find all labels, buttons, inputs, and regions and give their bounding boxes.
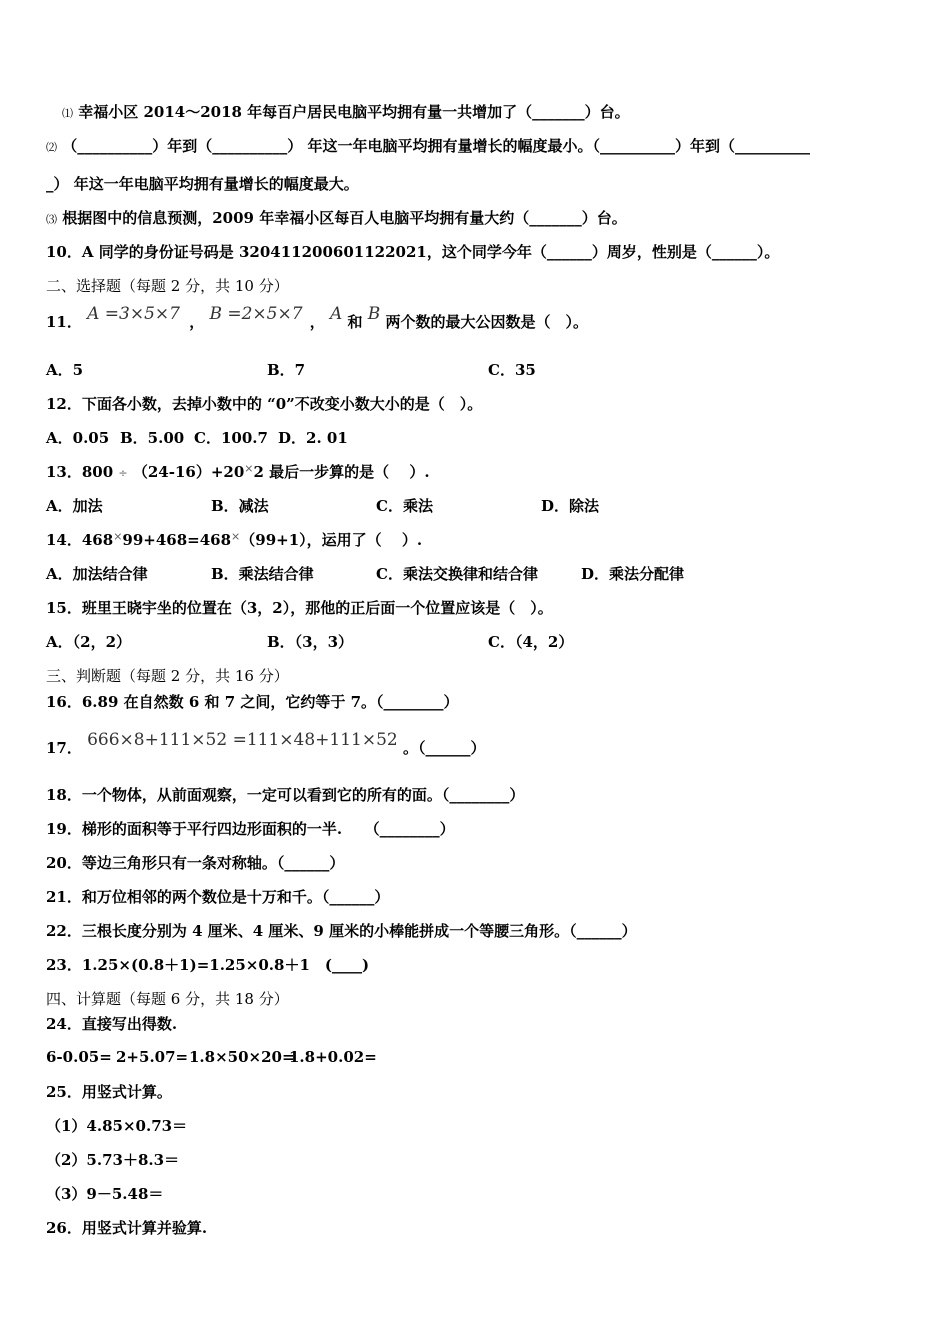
- q11: [46, 304, 589, 332]
- q9-sub1-text: 幸福小区 2014～2018 年每百户居民电脑平均拥有量一共增加了（_______）台。: [78, 103, 630, 121]
- q11-option-a: A．5: [46, 361, 84, 379]
- q23: 23．1.25×(0.8＋1)=1.25×0.8＋1 (____): [46, 956, 370, 974]
- q17-formula: 666×8+111×52 =111×48+111×52: [87, 730, 398, 750]
- q14-option-c: C．乘法交换律和结合律: [376, 565, 538, 583]
- q9-sub3-marker: ⑶: [46, 213, 57, 226]
- q11-number: 11．: [46, 313, 82, 331]
- q14-text-b: 99+468=468: [122, 531, 232, 549]
- q11-options: [46, 360, 536, 380]
- q9-sub1-marker: ⑴: [62, 107, 73, 120]
- q9-sub2-marker: ⑵: [46, 141, 57, 154]
- q10: 10．A 同学的身份证号码是 320411200601122021，这个同学今年（______）周岁，性别是（______）。: [46, 243, 780, 261]
- q14-option-d: D．乘法分配律: [581, 565, 685, 583]
- q14-text-c: （99+1），运用了（ ）.: [240, 531, 423, 549]
- q25-item-2: （2）5.73＋8.3＝: [46, 1151, 180, 1169]
- q25-item-3: （3）9－5.48＝: [46, 1185, 164, 1203]
- q15-option-b: B．（3，3）: [267, 633, 354, 651]
- q13-divide-sign: ÷: [118, 467, 128, 480]
- q13-options: [46, 496, 599, 516]
- q22: 22．三根长度分别为 4 厘米、4 厘米、9 厘米的小棒能拼成一个等腰三角形。（______）: [46, 922, 637, 940]
- q17-text: 。（______）: [402, 739, 486, 757]
- q12-option-a: A．0.05: [46, 429, 110, 447]
- q13-option-b: B．减法: [211, 497, 269, 515]
- q20: 20．等边三角形只有一条对称轴。（______）: [46, 854, 345, 872]
- q13: [46, 462, 430, 484]
- q13-text-b: （24-16）+20: [132, 463, 245, 481]
- q14-text-a: 14．468: [46, 531, 114, 549]
- q12: 12．下面各小数，去掉小数中的 “0”不改变小数大小的是（ ）。: [46, 395, 483, 413]
- q14-times-sign-1: ×: [113, 530, 123, 543]
- q11-var-b: B: [367, 304, 381, 324]
- q15: 15．班里王晓宇坐的位置在（3，2），那他的正后面一个位置应该是（ ）。: [46, 599, 553, 617]
- q9-sub1: [62, 102, 630, 124]
- q12-options: [46, 428, 348, 448]
- q9-sub3: [46, 208, 627, 230]
- q25-item-1: （1）4.85×0.73＝: [46, 1117, 188, 1135]
- q11-formula-a: A =3×5×7: [87, 304, 180, 324]
- q24-item-3: 1.8×50×20=: [189, 1048, 295, 1066]
- q9-sub2-line2: _） 年这一年电脑平均拥有量增长的幅度最大。: [46, 175, 359, 193]
- q15-option-a: A．（2，2）: [46, 633, 132, 651]
- q24-item-4: 1.8+0.02=: [289, 1048, 377, 1066]
- q11-var-a: A: [330, 304, 343, 324]
- q17-number: 17．: [46, 739, 82, 757]
- q12-option-c: C．100.7: [194, 429, 268, 447]
- q11-and: 和: [347, 313, 363, 331]
- q11-text: 两个数的最大公因数是（ ）。: [385, 313, 589, 331]
- q13-option-a: A．加法: [46, 497, 103, 515]
- q24-items: [46, 1047, 377, 1067]
- q15-option-c: C．（4，2）: [488, 633, 574, 651]
- q13-option-c: C．乘法: [376, 497, 433, 515]
- section3-title: 三、判断题（每题 2 分，共 16 分）: [46, 667, 289, 685]
- q11-formula-b: B =2×5×7: [209, 304, 303, 324]
- q24-item-1: 6-0.05=: [46, 1048, 112, 1066]
- q12-option-d: D．2. 01: [278, 429, 348, 447]
- q11-option-c: C．35: [488, 361, 536, 379]
- q17: [46, 730, 486, 758]
- q26: 26．用竖式计算并验算.: [46, 1219, 208, 1237]
- q13-text-a: 13．800: [46, 463, 114, 481]
- q13-text-c: 2 最后一步算的是（ ）.: [253, 463, 430, 481]
- section4-title: 四、计算题（每题 6 分，共 18 分）: [46, 990, 289, 1008]
- q9-sub2: [46, 136, 810, 158]
- q25: 25．用竖式计算。: [46, 1083, 172, 1101]
- q18: 18．一个物体，从前面观察，一定可以看到它的所有的面。（________）: [46, 786, 525, 804]
- q14: [46, 530, 422, 552]
- q13-option-d: D．除法: [541, 497, 600, 515]
- q19: 19．梯形的面积等于平行四边形面积的一半. （________）: [46, 820, 455, 838]
- q14-times-sign-2: ×: [231, 530, 241, 543]
- q9-sub3-text: 根据图中的信息预测，2009 年幸福小区每百人电脑平均拥有量大约（_______）台。: [62, 209, 627, 227]
- q24-item-2: 2+5.07=: [116, 1048, 189, 1066]
- q14-option-b: B．乘法结合律: [211, 565, 314, 583]
- q11-sep2: ，: [309, 313, 325, 331]
- q14-option-a: A．加法结合律: [46, 565, 148, 583]
- q9-sub2-text-line1: （__________）年到（__________） 年这一年电脑平均拥有量增长的幅度最小。（__________）年到（__________: [62, 137, 810, 155]
- q15-options: [46, 632, 573, 652]
- q13-times-sign: ×: [244, 462, 254, 475]
- q11-sep1: ，: [189, 313, 205, 331]
- q14-options: [46, 564, 684, 584]
- q11-option-b: B．7: [267, 361, 306, 379]
- q16: 16．6.89 在自然数 6 和 7 之间，它约等于 7。（________）: [46, 693, 459, 711]
- q24: 24．直接写出得数.: [46, 1015, 178, 1033]
- section2-title: 二、选择题（每题 2 分，共 10 分）: [46, 277, 289, 295]
- q21: 21．和万位相邻的两个数位是十万和千。（______）: [46, 888, 390, 906]
- q12-option-b: B．5.00: [120, 429, 185, 447]
